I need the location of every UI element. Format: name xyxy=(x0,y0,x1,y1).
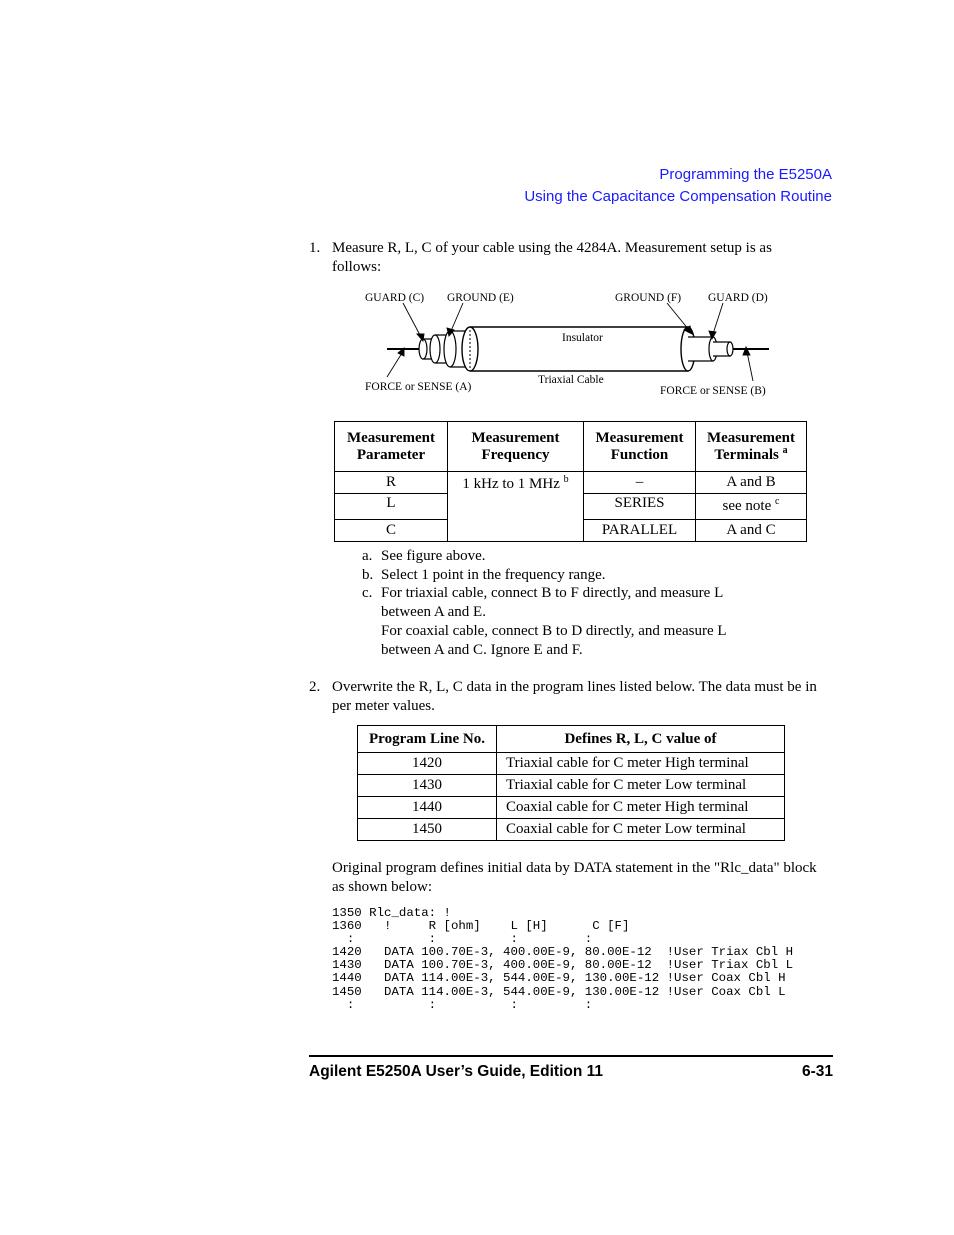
header-function: Measurement Function xyxy=(584,422,696,472)
code-line: 1420 DATA 100.70E-3, 400.00E-9, 80.00E-12 !User Triax Cbl H xyxy=(332,945,794,960)
cell-desc: Triaxial cable for C meter High terminal xyxy=(497,753,785,775)
triaxial-cable-figure xyxy=(355,285,785,405)
code-line: : : : : xyxy=(332,997,593,1012)
table-row xyxy=(335,472,807,494)
code-line: 1450 DATA 114.00E-3, 544.00E-9, 130.00E-12 !User Coax Cbl L xyxy=(332,984,786,999)
cell-param: L xyxy=(335,494,448,520)
header-defines: Defines R, L, C value of xyxy=(497,726,785,753)
footnote-b: b. Select 1 point in the frequency range. xyxy=(362,566,606,583)
table-footnotes xyxy=(362,547,782,659)
cell-param: C xyxy=(335,520,448,542)
original-program-text xyxy=(332,859,842,897)
label-insulator: Insulator xyxy=(562,332,603,344)
code-listing xyxy=(332,907,793,1012)
label-ground-e: GROUND (E) xyxy=(447,292,514,304)
footnote-ref-a: a xyxy=(782,444,788,456)
header-terminals: Measurement Terminals $^a$ xyxy=(696,422,807,472)
cell-function: SERIES xyxy=(584,494,696,520)
cell-line: 1420 xyxy=(358,753,497,775)
cell-desc: Coaxial cable for C meter Low terminal xyxy=(497,819,785,841)
table-row xyxy=(358,819,785,841)
code-line: 1350 Rlc_data: ! xyxy=(332,906,451,920)
table-header-row xyxy=(358,726,785,753)
original-text-line1: Original program defines initial data by DATA statement in the "Rlc_data" block xyxy=(332,860,817,876)
table-header-row xyxy=(335,422,807,472)
cell-terminals: A and C xyxy=(696,520,807,542)
header-line-no: Program Line No. xyxy=(358,726,497,753)
table-row xyxy=(358,775,785,797)
code-line: 1360 ! R [ohm] L [H] C [F] xyxy=(332,919,630,934)
original-text-line2: as shown below: xyxy=(332,879,432,895)
step-text-line1: Measure R, L, C of your cable using the 4284A. Measurement setup is as xyxy=(332,240,772,256)
cell-desc: Coaxial cable for C meter High terminal xyxy=(497,797,785,819)
chapter-title: Programming the E5250A xyxy=(659,166,832,183)
footnote-ref-b: b xyxy=(563,474,569,485)
table-row xyxy=(358,797,785,819)
step-2 xyxy=(309,678,839,716)
step-number: 2. xyxy=(309,679,321,695)
code-line: 1430 DATA 100.70E-3, 400.00E-9, 80.00E-12 !User Triax Cbl L xyxy=(332,958,794,973)
header-parameter: Measurement Parameter xyxy=(335,422,448,472)
step-number: 1. xyxy=(309,240,321,256)
footer-rule xyxy=(309,1055,833,1057)
step-text-line2: follows: xyxy=(332,259,382,275)
label-ground-f: GROUND (F) xyxy=(615,292,682,304)
label-force-sense-b: FORCE or SENSE (B) xyxy=(660,385,766,397)
label-guard-c: GUARD (C) xyxy=(365,292,425,304)
header-frequency: Measurement Frequency xyxy=(448,422,584,472)
footnote-a: a. See figure above. xyxy=(362,548,486,564)
cell-line: 1440 xyxy=(358,797,497,819)
label-triaxial-cable: Triaxial Cable xyxy=(538,374,604,386)
label-guard-d: GUARD (D) xyxy=(708,292,768,304)
footnote-c: c. For triaxial cable, connect B to F directly, and measure L between A and E. For coaxial cable, connect B to D directly, and measure L between A and C. Ignore E and F. xyxy=(362,585,727,658)
measurement-setup-table xyxy=(334,421,807,542)
cell-line: 1450 xyxy=(358,819,497,841)
section-title: Using the Capacitance Compensation Routine xyxy=(524,188,832,205)
cell-line: 1430 xyxy=(358,775,497,797)
cell-param: R xyxy=(335,472,448,494)
cell-function: – xyxy=(584,472,696,494)
cell-frequency: 1 kHz to 1 MHz $^b$ xyxy=(448,472,584,542)
step-1 xyxy=(309,239,829,277)
program-lines-table xyxy=(357,725,785,841)
step-text-line1: Overwrite the R, L, C data in the program lines listed below. The data must be in xyxy=(332,679,817,695)
page-number: 6-31 xyxy=(801,1063,833,1080)
footer-title: Agilent E5250A User’s Guide, Edition 11 xyxy=(309,1063,604,1080)
step-text-line2: per meter values. xyxy=(332,698,435,714)
cell-function: PARALLEL xyxy=(584,520,696,542)
table-row xyxy=(358,753,785,775)
label-force-sense-a: FORCE or SENSE (A) xyxy=(365,381,472,393)
footnote-ref-c: c xyxy=(775,496,780,507)
cell-terminals: see note $^c$ xyxy=(696,494,807,520)
cell-desc: Triaxial cable for C meter Low terminal xyxy=(497,775,785,797)
code-line: 1440 DATA 114.00E-3, 544.00E-9, 130.00E-12 !User Coax Cbl H xyxy=(332,971,786,986)
cell-terminals: A and B xyxy=(696,472,807,494)
code-line: : : : : xyxy=(332,932,593,947)
